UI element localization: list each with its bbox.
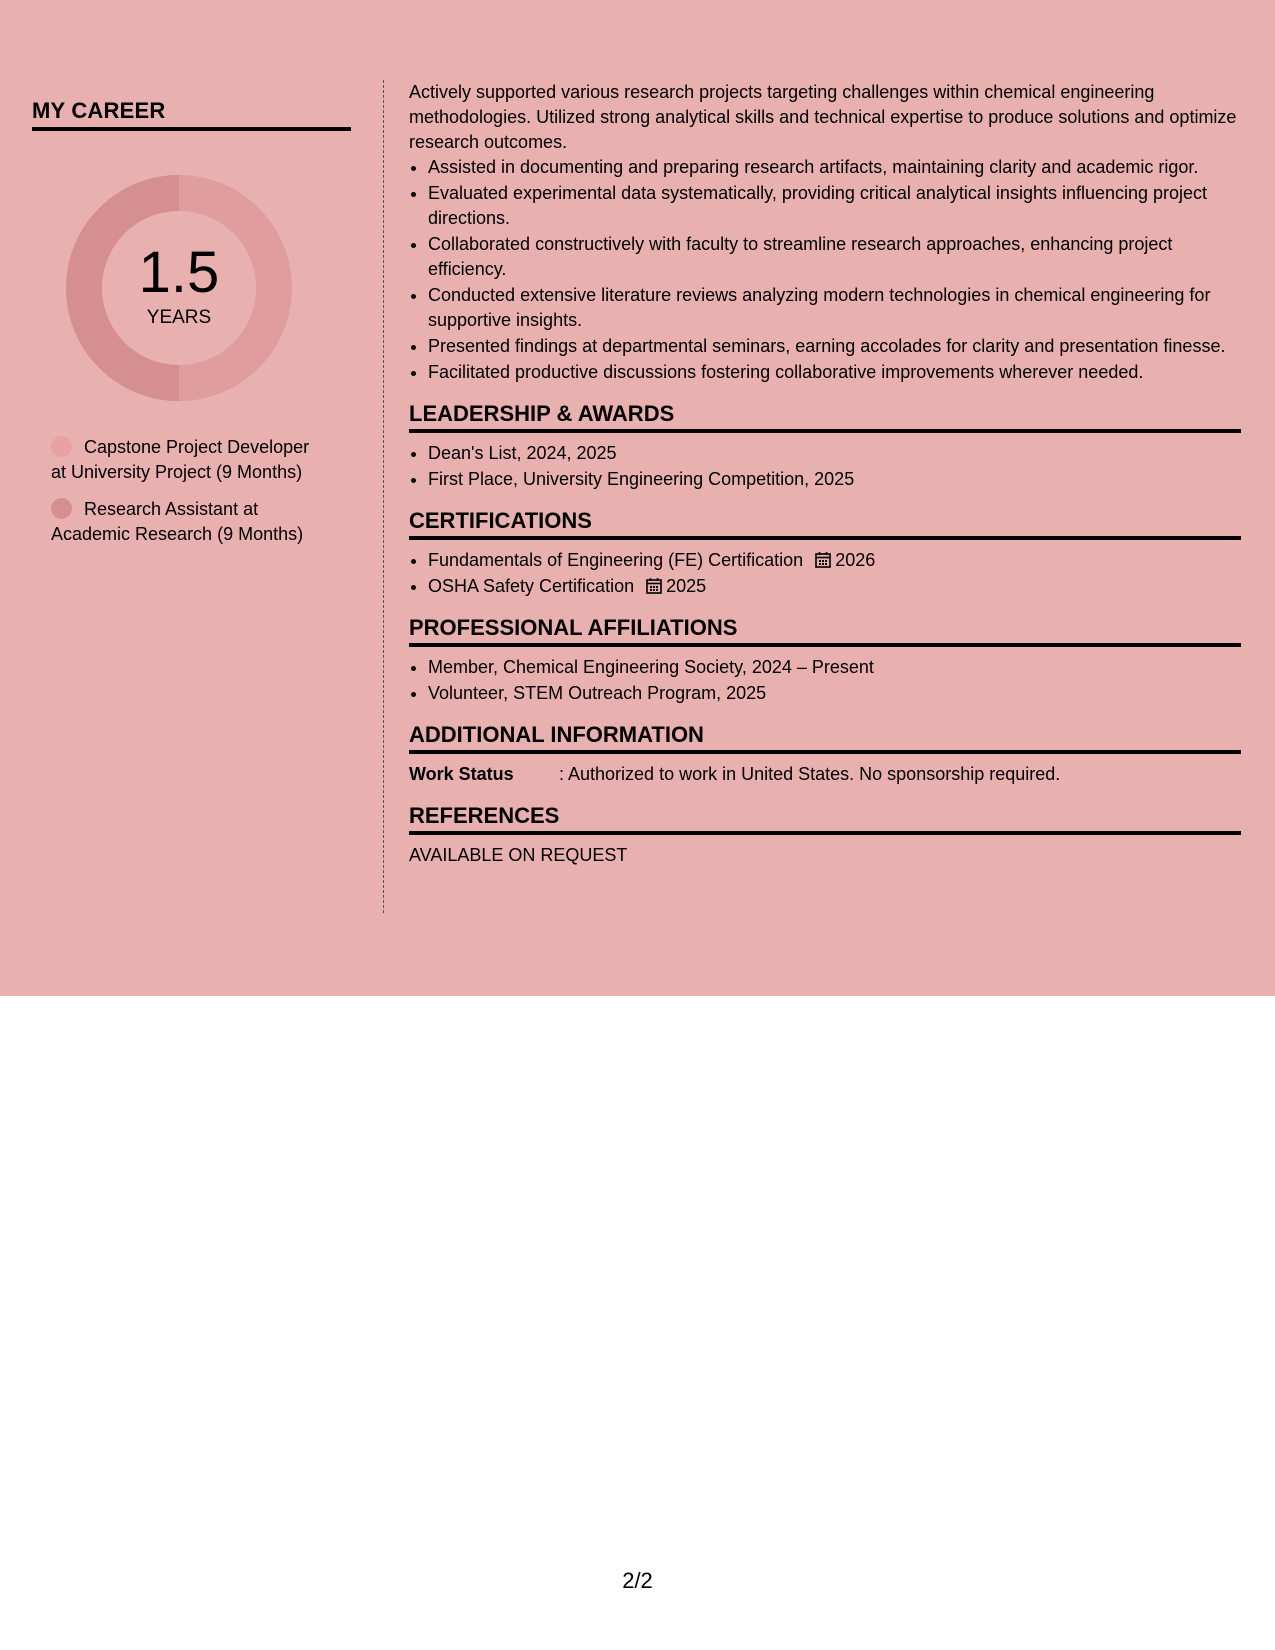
experience-summary: Actively supported various research projects targeting challenges within chemical engineering methodologies. Utilized strong analytical skills and technical expertise to produce solutions and optimize research outcomes. bbox=[409, 82, 1237, 152]
sidebar-title: MY CAREER bbox=[32, 98, 351, 131]
career-dot-icon bbox=[51, 436, 72, 457]
work-status-label: Work Status bbox=[409, 764, 514, 784]
career-list bbox=[51, 435, 321, 547]
work-status-value: : Authorized to work in United States. No sponsorship required. bbox=[559, 764, 1061, 784]
career-years-donut bbox=[66, 175, 292, 401]
certification-name: Fundamentals of Engineering (FE) Certification bbox=[428, 550, 804, 570]
page-number: 2/2 bbox=[622, 1568, 653, 1593]
calendar-icon bbox=[646, 577, 662, 594]
experience-bullets bbox=[409, 155, 1241, 385]
experience-bullet: • Facilitated productive discussions fostering collaborative improvements wherever needed. bbox=[428, 360, 1241, 385]
certifications-title: CERTIFICATIONS bbox=[409, 508, 1241, 540]
leadership-item: • First Place, University Engineering Competition, 2025 bbox=[428, 467, 1241, 492]
calendar-icon bbox=[815, 551, 831, 568]
career-item bbox=[51, 435, 321, 485]
leadership-item: • Dean's List, 2024, 2025 bbox=[428, 441, 1241, 466]
experience-bullet: • Presented findings at departmental seminars, earning accolades for clarity and presentation finesse. bbox=[428, 334, 1241, 359]
column-divider bbox=[383, 80, 384, 913]
affiliation-item: • Member, Chemical Engineering Society, 2024 – Present bbox=[428, 655, 1241, 680]
certification-item bbox=[428, 574, 1241, 599]
experience-bullet: • Evaluated experimental data systematically, providing critical analytical insights influencing project directions. bbox=[428, 181, 1241, 231]
sidebar bbox=[32, 80, 351, 559]
references-title: REFERENCES bbox=[409, 803, 1241, 835]
donut-value: 1.5 bbox=[138, 240, 220, 305]
experience-bullet: • Collaborated constructively with faculty to streamline research approaches, enhancing project efficiency. bbox=[428, 232, 1241, 282]
career-item bbox=[51, 497, 321, 547]
certification-date-text: 2025 bbox=[666, 576, 707, 596]
experience-bullet: • Conducted extensive literature reviews analyzing modern technologies in chemical engineering for supportive insights. bbox=[428, 283, 1241, 333]
donut-unit: YEARS bbox=[146, 307, 212, 328]
leadership-title: LEADERSHIP & AWARDS bbox=[409, 401, 1241, 433]
career-dot-icon bbox=[51, 498, 72, 519]
affiliations-list bbox=[409, 655, 1241, 706]
career-item-text: Research Assistant at Academic Research (9 Months) bbox=[51, 499, 304, 544]
certification-date bbox=[646, 576, 706, 596]
certification-date-text: 2026 bbox=[835, 550, 876, 570]
certifications-list bbox=[409, 548, 1241, 599]
certification-date bbox=[815, 550, 875, 570]
affiliations-title: PROFESSIONAL AFFILIATIONS bbox=[409, 615, 1241, 647]
affiliation-item: • Volunteer, STEM Outreach Program, 2025 bbox=[428, 681, 1241, 706]
additional-info-title: ADDITIONAL INFORMATION bbox=[409, 722, 1241, 754]
leadership-list bbox=[409, 441, 1241, 492]
certification-item bbox=[428, 548, 1241, 573]
main-content bbox=[409, 80, 1241, 868]
certification-name: OSHA Safety Certification bbox=[428, 576, 635, 596]
experience-bullet: • Assisted in documenting and preparing research artifacts, maintaining clarity and academic rigor. bbox=[428, 155, 1241, 180]
work-status-row bbox=[409, 762, 1241, 787]
references-text: AVAILABLE ON REQUEST bbox=[409, 845, 628, 865]
career-item-text: Capstone Project Developer at University Project (9 Months) bbox=[51, 437, 310, 482]
